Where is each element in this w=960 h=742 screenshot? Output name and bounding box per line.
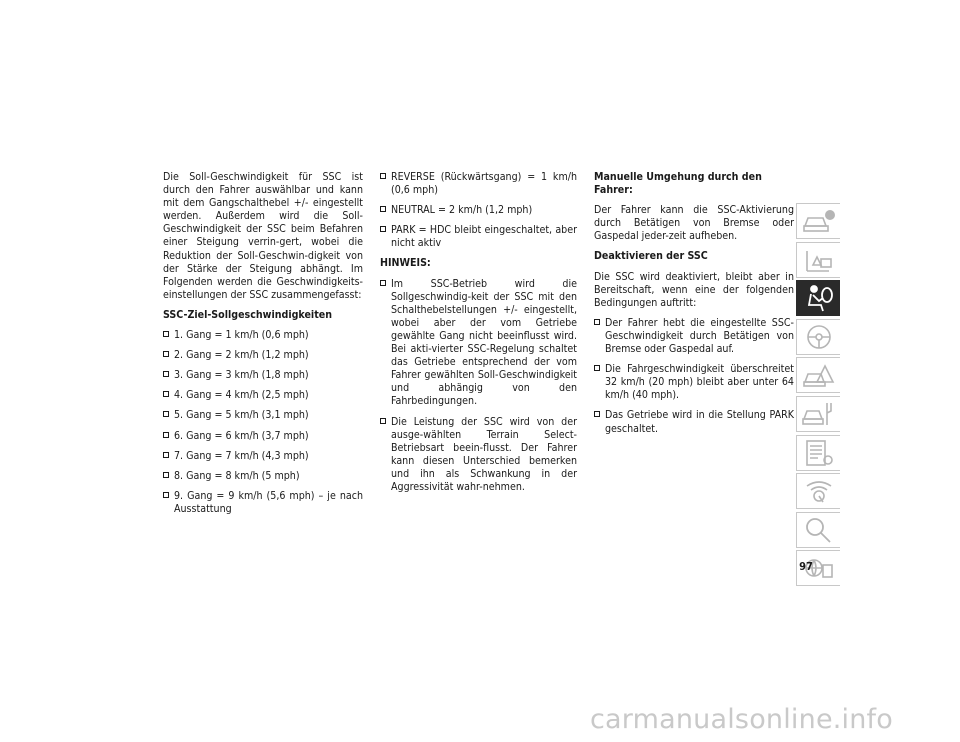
roadside-emergency-icon: [801, 360, 837, 390]
car-info-icon: [801, 206, 837, 236]
page-number: 97: [799, 560, 813, 573]
note-heading: HINWEIS:: [380, 257, 431, 270]
checkbox-bullet-icon: [380, 280, 386, 286]
watermark-text: carmanualsonline.info: [590, 704, 893, 735]
manual-override-paragraph: Der Fahrer kann die SSC-Aktivierung durch Betätigen von Bremse oder Gaspedal jeder-zeit aufheben.: [594, 204, 794, 243]
checkbox-bullet-icon: [163, 492, 169, 498]
list-item: Das Getriebe wird in die Stellung PARK geschaltet.: [594, 409, 794, 435]
car-service-icon: [801, 399, 837, 429]
checkbox-bullet-icon: [594, 319, 600, 325]
checkbox-bullet-icon: [594, 411, 600, 417]
specifications-list-icon: [801, 438, 837, 468]
checkbox-bullet-icon: [380, 206, 386, 212]
multimedia-icon: [801, 476, 837, 506]
list-item: 8. Gang = 8 km/h (5 mph): [163, 470, 363, 483]
dashboard-warning-icon: [801, 245, 837, 275]
list-item: 5. Gang = 5 km/h (3,1 mph): [163, 409, 363, 422]
checkbox-bullet-icon: [163, 331, 169, 337]
column-2: [380, 171, 577, 501]
tab-driving[interactable]: [796, 319, 840, 355]
tab-emergency[interactable]: [796, 357, 840, 393]
list-item: 6. Gang = 6 km/h (3,7 mph): [163, 430, 363, 443]
checkbox-bullet-icon: [163, 411, 169, 417]
list-item: 2. Gang = 2 km/h (1,2 mph): [163, 349, 363, 362]
list-item: 4. Gang = 4 km/h (2,5 mph): [163, 389, 363, 402]
tab-service[interactable]: [796, 396, 840, 432]
tab-specifications[interactable]: [796, 435, 840, 471]
list-item: PARK = HDC bleibt eingeschaltet, aber nicht aktiv: [380, 224, 577, 250]
checkbox-bullet-icon: [380, 418, 386, 424]
column-3: [594, 171, 794, 443]
checkbox-bullet-icon: [380, 173, 386, 179]
tab-index[interactable]: [796, 512, 840, 548]
checkbox-bullet-icon: [163, 371, 169, 377]
list-item: 9. Gang = 9 km/h (5,6 mph) – je nach Ausstattung: [163, 490, 363, 516]
list-item: NEUTRAL = 2 km/h (1,2 mph): [380, 204, 577, 217]
steering-wheel-icon: [801, 322, 837, 352]
deactivate-paragraph: Die SSC wird deaktiviert, bleibt aber in Bereitschaft, wenn eine der folgenden Bedingungen auftritt:: [594, 270, 794, 309]
list-item: 1. Gang = 1 km/h (0,6 mph): [163, 329, 363, 342]
note-item: Im SSC-Betrieb wird die Sollgeschwindig-keit der SSC mit den Schalthebelstellungen +/- eingestellt, wobei aber der vom Getriebe gewählte Gang nicht beeinflusst wird. Bei akti-vierter SSC-Regelung schaltet das Getriebe entsprechend der vom Fahrer gewählten Soll-Geschwindigkeit und abhängig von den Fahrbedingungen.: [380, 278, 577, 409]
column-1: [163, 171, 363, 523]
deactivate-heading: Deaktivieren der SSC: [594, 250, 708, 263]
target-speeds-heading: SSC-Ziel-Sollgeschwindigkeiten: [163, 308, 333, 321]
checkbox-bullet-icon: [163, 452, 169, 458]
note-item: Die Leistung der SSC wird von der ausge-wählten Terrain Select-Betriebsart beein-flusst. Der Fahrer kann diesen Unterschied bemerken und ihn als Schwankung in der Aggressivität wahr-nehmen.: [380, 416, 577, 495]
chapter-tabs: [796, 203, 840, 589]
checkbox-bullet-icon: [594, 365, 600, 371]
checkbox-bullet-icon: [163, 432, 169, 438]
search-index-icon: [801, 515, 837, 545]
checkbox-bullet-icon: [163, 391, 169, 397]
checkbox-bullet-icon: [163, 351, 169, 357]
intro-paragraph: Die Soll-Geschwindigkeit für SSC ist durch den Fahrer auswählbar und kann mit dem Gangschalthebel +/- eingestellt werden. Außerdem wird die Soll-Geschwindigkeit der SSC beim Befahren einer Steigung verrin-gert, wobei die Reduktion der Soll-Geschwin-digkeit von der Stärke der Steigung abhängt. Im Folgenden werden die Geschwindigkeits-einstellungen der SSC zusammengefasst:: [163, 171, 363, 301]
tab-car-info[interactable]: [796, 203, 840, 239]
manual-override-heading: Manuelle Umgehung durch den Fahrer:: [594, 171, 762, 197]
list-item: Die Fahrgeschwindigkeit überschreitet 32 km/h (20 mph) bleibt aber unter 64 km/h (40 mph).: [594, 363, 794, 402]
tab-airbag-safety[interactable]: [796, 280, 840, 316]
list-item: Der Fahrer hebt die eingestellte SSC-Geschwindigkeit durch Betätigen von Bremse oder Gaspedal auf.: [594, 317, 794, 356]
list-item: REVERSE (Rückwärtsgang) = 1 km/h (0,6 mph): [380, 171, 577, 197]
tab-multimedia[interactable]: [796, 473, 840, 509]
airbag-seat-icon: [801, 283, 837, 313]
checkbox-bullet-icon: [380, 226, 386, 232]
list-item: 3. Gang = 3 km/h (1,8 mph): [163, 369, 363, 382]
list-item: 7. Gang = 7 km/h (4,3 mph): [163, 450, 363, 463]
checkbox-bullet-icon: [163, 472, 169, 478]
tab-dashboard-warning[interactable]: [796, 242, 840, 278]
